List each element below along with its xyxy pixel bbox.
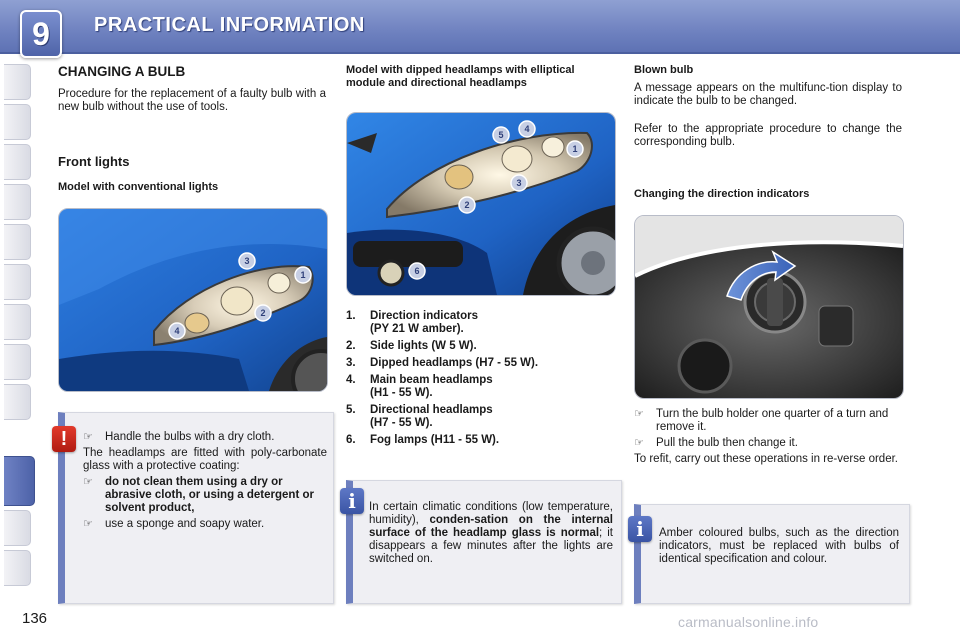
bulb-holder-photo	[634, 215, 904, 399]
chapter-tab[interactable]	[4, 144, 31, 180]
bulb-list-item	[346, 340, 616, 353]
callout-label: 2	[260, 308, 266, 318]
callout-label: 4	[524, 124, 530, 134]
direction-indicator-heading: Changing the direction indicators	[634, 188, 810, 200]
bulb-list-item	[346, 310, 616, 336]
info-note	[634, 504, 910, 604]
chapter-tab[interactable]	[4, 104, 31, 140]
refit-text: To refit, carry out these operations in re-verse order.	[634, 453, 898, 465]
callout-label: 3	[244, 256, 250, 266]
chapter-tab[interactable]	[4, 224, 31, 260]
bulb-list-item	[346, 374, 616, 400]
chapter-tab[interactable]	[4, 510, 31, 546]
note-text: ; it disappears a few minutes after the lights are switched on.	[369, 527, 613, 565]
callout-label: 3	[516, 178, 522, 188]
condensation-text	[369, 501, 613, 566]
bulb-number: 4.	[346, 374, 356, 386]
chapter-tab-active[interactable]	[4, 456, 35, 506]
bulb-number: 5.	[346, 404, 356, 416]
intro-text: Procedure for the replacement of a faulty bulb with a new bulb without the use of tools.	[58, 88, 326, 113]
bulb-list	[346, 310, 616, 451]
direction-indicator-steps	[634, 408, 902, 469]
chapter-tab[interactable]	[4, 264, 31, 300]
bulb-number: 3.	[346, 357, 356, 369]
callout-label: 4	[174, 326, 180, 336]
callout-label: 2	[464, 200, 470, 210]
note-text-bold: conden-sation on the internal surface of the headlamp glass is normal	[369, 514, 613, 539]
bulb-name: Dipped headlamps (H7 - 55 W).	[370, 357, 539, 369]
bulb-name: Side lights (W 5 W).	[370, 340, 477, 352]
chapter-tab[interactable]	[4, 384, 31, 420]
bulb-name: Fog lamps (H11 - 55 W).	[370, 434, 500, 446]
bulb-list-item	[346, 404, 616, 430]
callout-label: 1	[572, 144, 578, 154]
chapter-tab[interactable]	[4, 184, 31, 220]
dipped-model-heading: Model with dipped headlamps with elliptical module and directional headlamps	[346, 64, 575, 89]
chapter-badge: 9	[20, 10, 62, 58]
bulb-holder-illustration	[635, 216, 903, 398]
bulb-name: Main beam headlamps	[370, 374, 493, 386]
blown-bulb-reference: Refer to the appropriate procedure to change the corresponding bulb.	[634, 123, 902, 148]
amber-bulb-text: Amber coloured bulbs, such as the direction indicators, must be replaced with bulbs of identical specification and colour.	[659, 527, 899, 565]
watermark: carmanualsonline.info	[678, 614, 819, 630]
warning-icon: !	[52, 426, 76, 452]
chapter-tab[interactable]	[4, 304, 31, 340]
bulb-number: 6.	[346, 434, 356, 446]
bullet-icon: ☞	[83, 431, 93, 443]
car-front-illustration	[59, 209, 327, 391]
bulb-list-item	[346, 434, 616, 447]
page-title: PRACTICAL INFORMATION	[94, 14, 365, 36]
info-note	[346, 480, 622, 604]
bullet-icon: ☞	[83, 476, 93, 488]
warning-note	[58, 412, 334, 604]
bullet-text: do not clean them using a dry or abrasive cloth, or using a detergent or solvent product,	[105, 476, 314, 514]
warning-bullet	[83, 431, 327, 444]
coating-text: The headlamps are fitted with poly-carbonate glass with a protective coating:	[83, 447, 327, 472]
warning-bullet	[83, 476, 327, 515]
bulb-list-item	[346, 357, 616, 370]
bulb-spec: (H1 - 55 W).	[370, 387, 433, 399]
note-text: In certain climatic conditions (low temperature, humidity),	[369, 501, 613, 526]
bulb-number: 1.	[346, 310, 356, 322]
bulb-number: 2.	[346, 340, 356, 352]
bulb-name: Directional headlamps	[370, 404, 493, 416]
blown-bulb-text: A message appears on the multifunc-tion display to indicate the bulb to be changed.	[634, 82, 902, 107]
chapter-tab[interactable]	[4, 64, 31, 100]
bullet-icon: ☞	[83, 518, 93, 530]
info-icon: i	[340, 488, 364, 514]
section-title: CHANGING A BULB	[58, 64, 186, 79]
step-bullet	[634, 437, 902, 450]
bulb-spec: (PY 21 W amber).	[370, 323, 464, 335]
warning-note-content	[83, 431, 327, 534]
bullet-icon: ☞	[634, 408, 644, 420]
bulb-spec: (H7 - 55 W).	[370, 417, 433, 429]
callout-label: 6	[414, 266, 420, 276]
chapter-tab[interactable]	[4, 550, 31, 586]
info-icon: i	[628, 516, 652, 542]
callout-label: 5	[498, 130, 504, 140]
bullet-icon: ☞	[634, 437, 644, 449]
step-bullet	[634, 408, 902, 434]
conventional-headlamp-photo	[58, 208, 328, 392]
bullet-text: Handle the bulbs with a dry cloth.	[105, 431, 275, 443]
step-text: Pull the bulb then change it.	[656, 437, 798, 449]
bulb-name: Direction indicators	[370, 310, 478, 322]
page-number: 136	[22, 610, 48, 627]
header-bar	[0, 0, 960, 54]
front-lights-heading: Front lights	[58, 154, 130, 169]
bullet-text: use a sponge and soapy water.	[105, 518, 265, 530]
callout-label: 1	[300, 270, 306, 280]
elliptical-headlamp-photo	[346, 112, 616, 296]
conventional-model-heading: Model with conventional lights	[58, 181, 219, 193]
step-text: Turn the bulb holder one quarter of a turn and remove it.	[656, 408, 889, 433]
blown-bulb-heading: Blown bulb	[634, 64, 694, 76]
warning-bullet	[83, 518, 327, 531]
chapter-tab[interactable]	[4, 344, 31, 380]
car-front-illustration	[347, 113, 615, 295]
